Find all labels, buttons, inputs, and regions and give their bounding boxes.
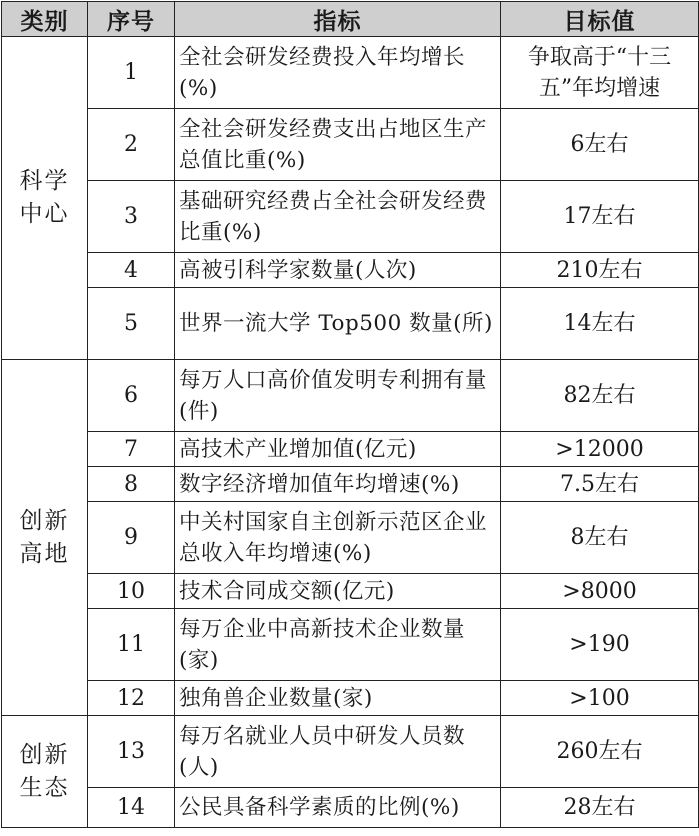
- indicator-cell: 每万名就业人员中研发人员数(人): [175, 716, 501, 788]
- table-row: [2, 788, 699, 828]
- table-row: [2, 716, 699, 788]
- table-row: [2, 360, 699, 432]
- row-number: 3: [88, 181, 175, 253]
- target-cell: >100: [501, 681, 699, 716]
- table-row: [2, 253, 699, 288]
- table-row: [2, 37, 699, 109]
- header-row: [2, 2, 699, 37]
- target-cell: 7.5左右: [501, 467, 699, 502]
- target-cell: 14左右: [501, 288, 699, 360]
- category-label: 创新 高地: [19, 507, 70, 567]
- row-number: 1: [88, 37, 175, 109]
- indicator-cell: 数字经济增加值年均增速(%): [175, 467, 501, 502]
- indicator-cell: 基础研究经费占全社会研发经费比重(%): [175, 181, 501, 253]
- table-row: [2, 181, 699, 253]
- indicator-cell: 技术合同成交额(亿元): [175, 574, 501, 609]
- indicator-cell: 公民具备科学素质的比例(%): [175, 788, 501, 828]
- target-cell: >190: [501, 609, 699, 681]
- row-number: 11: [88, 609, 175, 681]
- table-row: [2, 432, 699, 467]
- row-number: 5: [88, 288, 175, 360]
- indicator-cell: 世界一流大学 Top500 数量(所): [175, 288, 501, 360]
- target-cell: 8左右: [501, 502, 699, 574]
- indicator-cell: 中关村国家自主创新示范区企业总收入年均增速(%): [175, 502, 501, 574]
- table-row: [2, 288, 699, 360]
- row-number: 14: [88, 788, 175, 828]
- row-number: 4: [88, 253, 175, 288]
- target-cell: 17左右: [501, 181, 699, 253]
- target-cell: 28左右: [501, 788, 699, 828]
- row-number: 7: [88, 432, 175, 467]
- indicator-table: [1, 1, 699, 828]
- table-row: [2, 609, 699, 681]
- indicator-cell: 独角兽企业数量(家): [175, 681, 501, 716]
- target-cell: 82左右: [501, 360, 699, 432]
- table-row: [2, 681, 699, 716]
- target-cell: 260左右: [501, 716, 699, 788]
- indicator-cell: 每万人口高价值发明专利拥有量(件): [175, 360, 501, 432]
- category-cell: [2, 360, 88, 716]
- table-row: [2, 502, 699, 574]
- row-number: 13: [88, 716, 175, 788]
- target-cell: 6左右: [501, 109, 699, 181]
- indicator-cell: 全社会研发经费支出占地区生产总值比重(%): [175, 109, 501, 181]
- row-number: 2: [88, 109, 175, 181]
- row-number: 6: [88, 360, 175, 432]
- row-number: 12: [88, 681, 175, 716]
- table-row: [2, 109, 699, 181]
- indicator-cell: 每万企业中高新技术企业数量(家): [175, 609, 501, 681]
- header-target: 目标值: [501, 2, 699, 37]
- row-number: 10: [88, 574, 175, 609]
- table-row: [2, 467, 699, 502]
- target-cell: >8000: [501, 574, 699, 609]
- category-cell: [2, 716, 88, 828]
- category-cell: [2, 37, 88, 360]
- row-number: 9: [88, 502, 175, 574]
- target-cell: 争取高于“十三五”年均增速: [501, 37, 699, 109]
- target-cell: >12000: [501, 432, 699, 467]
- header-category: 类别: [2, 2, 88, 37]
- category-label: 科学 中心: [19, 168, 70, 227]
- indicator-cell: 高被引科学家数量(人次): [175, 253, 501, 288]
- category-label: 创新 生态: [19, 741, 70, 801]
- header-serial: 序号: [88, 2, 175, 37]
- table-row: [2, 574, 699, 609]
- indicator-cell: 全社会研发经费投入年均增长(%): [175, 37, 501, 109]
- header-indicator: 指标: [175, 2, 501, 37]
- target-cell: 210左右: [501, 253, 699, 288]
- row-number: 8: [88, 467, 175, 502]
- indicator-cell: 高技术产业增加值(亿元): [175, 432, 501, 467]
